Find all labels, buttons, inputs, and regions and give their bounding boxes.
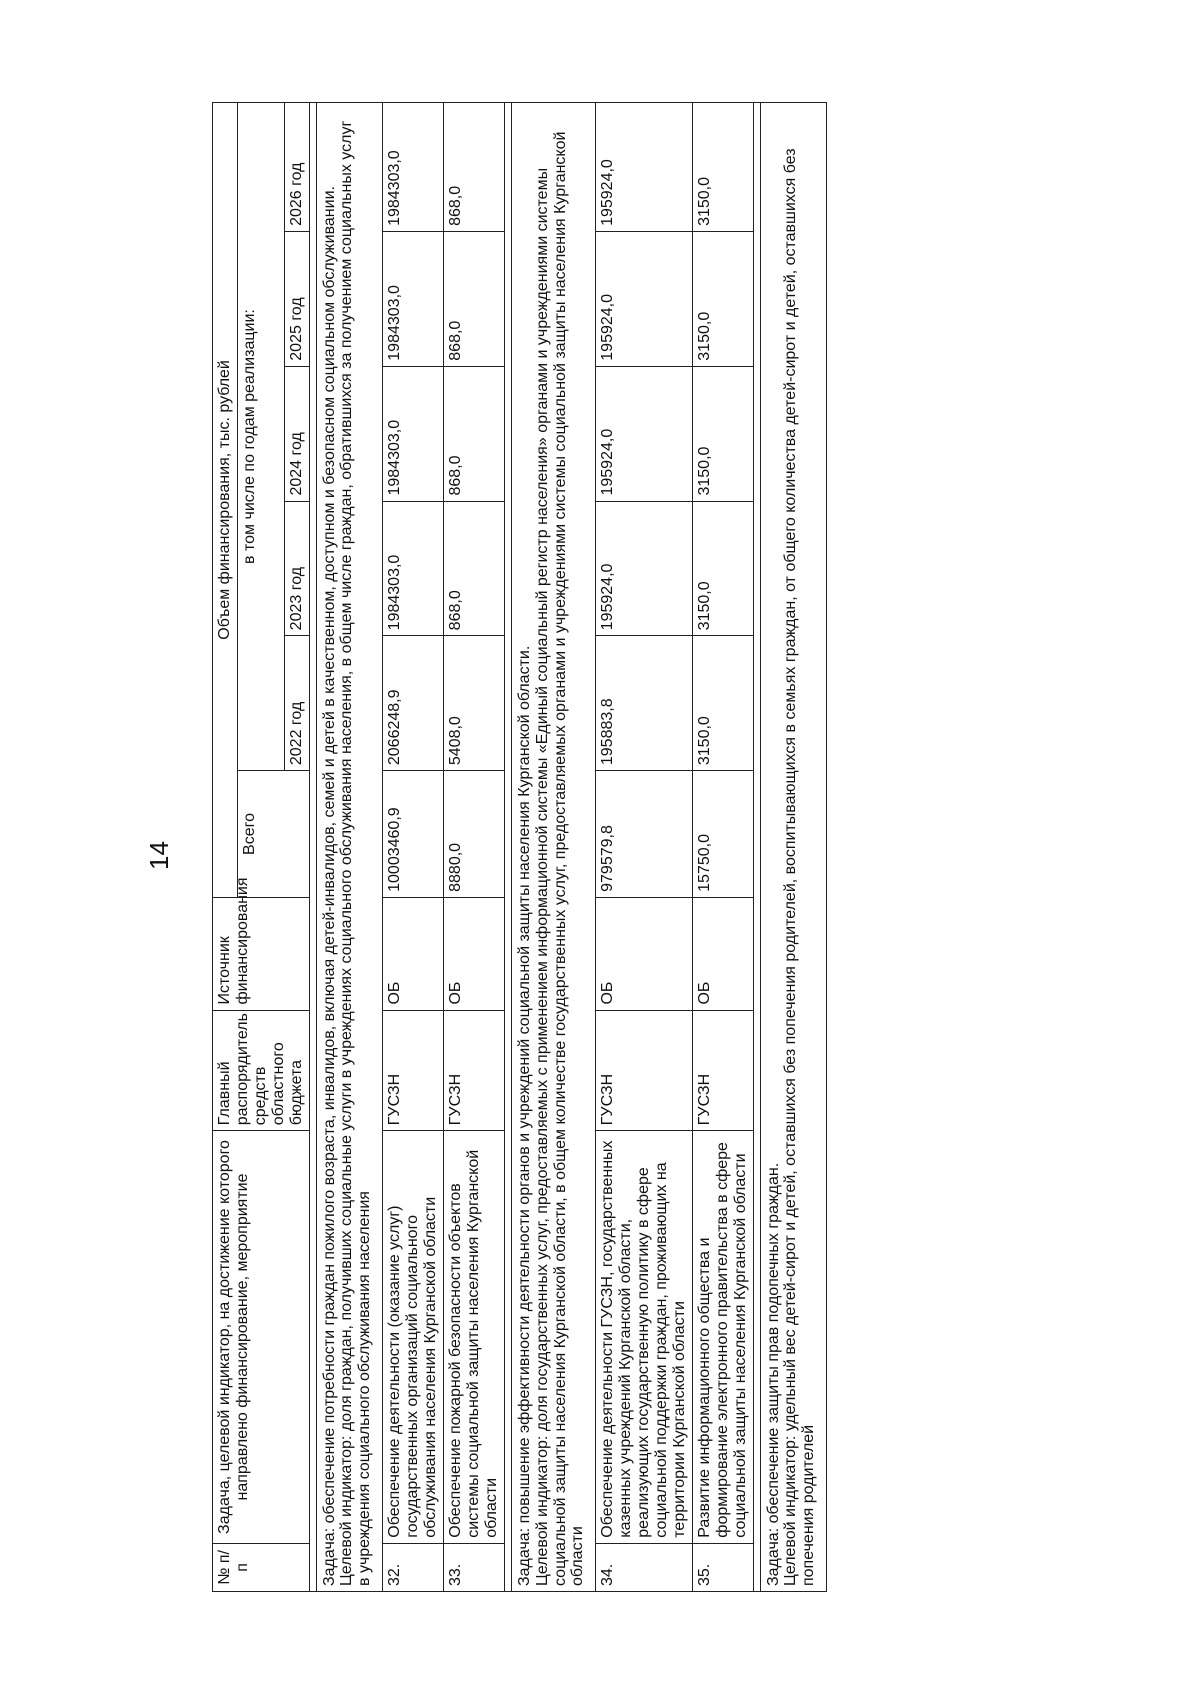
header-num: № п/п [213,1543,310,1591]
cell-num: 32. [383,1543,444,1591]
task-row [511,103,596,1592]
cell-num: 35. [692,1543,753,1591]
spacer-row [309,103,316,1592]
spacer-cell [309,103,316,1592]
header-year: 2025 год [284,231,309,366]
cell-name: Развитие информационного общества и формирование электронного правительства в сфере социальной защиты населения Курганской области [692,1131,753,1543]
cell-y2025: 195924,0 [596,231,693,366]
indicator-text: Целевой индикатор: удельный вес детей-сирот и детей, оставшихся без попечения родителей, воспитывающихся в семьях граждан, от общего количества детей-сирот и детей, оставшихся без попечения родителей [782,148,818,1586]
cell-manager: ГУСЗН [692,1010,753,1131]
table-row [383,103,444,1592]
cell-name: Обеспечение деятельности (оказание услуг) государственных организаций социального обслуживания населения Курганской области [383,1131,444,1543]
cell-y2025: 1984303,0 [383,231,444,366]
cell-y2022: 195883,8 [596,636,693,771]
task-row [760,103,827,1592]
task-cell [511,103,596,1592]
spacer-cell [504,103,511,1592]
header-total: Всего [237,771,309,898]
cell-source: ОБ [383,897,444,1010]
page-number: 14 [143,841,174,870]
cell-y2024: 1984303,0 [383,366,444,501]
cell-source: ОБ [443,897,504,1010]
header-year: 2024 год [284,366,309,501]
cell-y2022: 3150,0 [692,636,753,771]
cell-name: Обеспечение деятельности ГУСЗН, государственных казенных учреждений Курганской области, реализующих государственную политику в сфере социальной поддержки граждан, проживающих на территории Курганской области [596,1131,693,1543]
cell-y2025: 3150,0 [692,231,753,366]
indicator-text: Целевой индикатор: доля государственных услуг, предоставляемых с применением информационной системы «Единый социальный регистр населения» органами и учреждениями системы социальной защиты населения Курганской области, в общем количестве государственных услуг, предоставляемых органами и учреждениями системы социальной защиты населения Курганской области [533,131,587,1586]
cell-total: 15750,0 [692,771,753,898]
indicator-text: Целевой индикатор: доля граждан, получивших социальные услуги в учреждениях социального обслуживания населения, в общем числе граждан, обратившихся за получением социальных услуг в учреждения социального обслуживания населения [338,120,374,1586]
cell-num: 34. [596,1543,693,1591]
header-by-years: в том числе по годам реализации: [237,103,284,771]
cell-y2022: 2066248,9 [383,636,444,771]
task-text: Задача: повышение эффективности деятельности органов и учреждений социальной защиты населения Курганской области. [515,645,533,1586]
cell-source: ОБ [596,897,693,1010]
cell-y2026: 195924,0 [596,103,693,232]
spacer-row [504,103,511,1592]
header-volume: Объем финансирования, тыс. рублей [213,103,238,898]
cell-y2023: 3150,0 [692,501,753,636]
spacer-row [753,103,760,1592]
cell-manager: ГУСЗН [383,1010,444,1131]
cell-y2024: 868,0 [443,366,504,501]
cell-y2023: 1984303,0 [383,501,444,636]
cell-y2026: 1984303,0 [383,103,444,232]
spacer-cell [753,103,760,1592]
cell-manager: ГУСЗН [596,1010,693,1131]
cell-num: 33. [443,1543,504,1591]
financing-table [212,102,827,1592]
cell-y2026: 3150,0 [692,103,753,232]
cell-y2024: 3150,0 [692,366,753,501]
table-row [596,103,693,1592]
cell-manager: ГУСЗН [443,1010,504,1131]
table-row [692,103,753,1592]
cell-total: 8880,0 [443,771,504,898]
cell-y2025: 868,0 [443,231,504,366]
header-manager: Главный распорядитель средств областного бюджета [213,1010,310,1131]
header-task: Задача, целевой индикатор, на достижение которого направлено финансирование, мероприятие [213,1131,310,1543]
task-cell [316,103,383,1592]
cell-total: 10003460,9 [383,771,444,898]
header-row-1 [213,103,238,1592]
header-year: 2022 год [284,636,309,771]
task-text: Задача: обеспечение защиты прав подопечных граждан. [764,1162,782,1586]
cell-y2026: 868,0 [443,103,504,232]
task-text: Задача: обеспечение потребности граждан пожилого возраста, инвалидов, включая детей-инвалидов, семей и детей в качественном, доступном и безопасном социальном обслуживании. [320,186,338,1586]
cell-total: 979579,8 [596,771,693,898]
cell-y2022: 5408,0 [443,636,504,771]
header-source: Источник финансирования [213,897,310,1010]
financing-table-sheet [212,102,1062,1592]
table-row [443,103,504,1592]
task-cell [760,103,827,1592]
header-year: 2023 год [284,501,309,636]
cell-y2023: 195924,0 [596,501,693,636]
cell-y2024: 195924,0 [596,366,693,501]
cell-name: Обеспечение пожарной безопасности объектов системы социальной защиты населения Курганской области [443,1131,504,1543]
task-row [316,103,383,1592]
cell-y2023: 868,0 [443,501,504,636]
header-year: 2026 год [284,103,309,232]
cell-source: ОБ [692,897,753,1010]
table-body [309,103,827,1592]
